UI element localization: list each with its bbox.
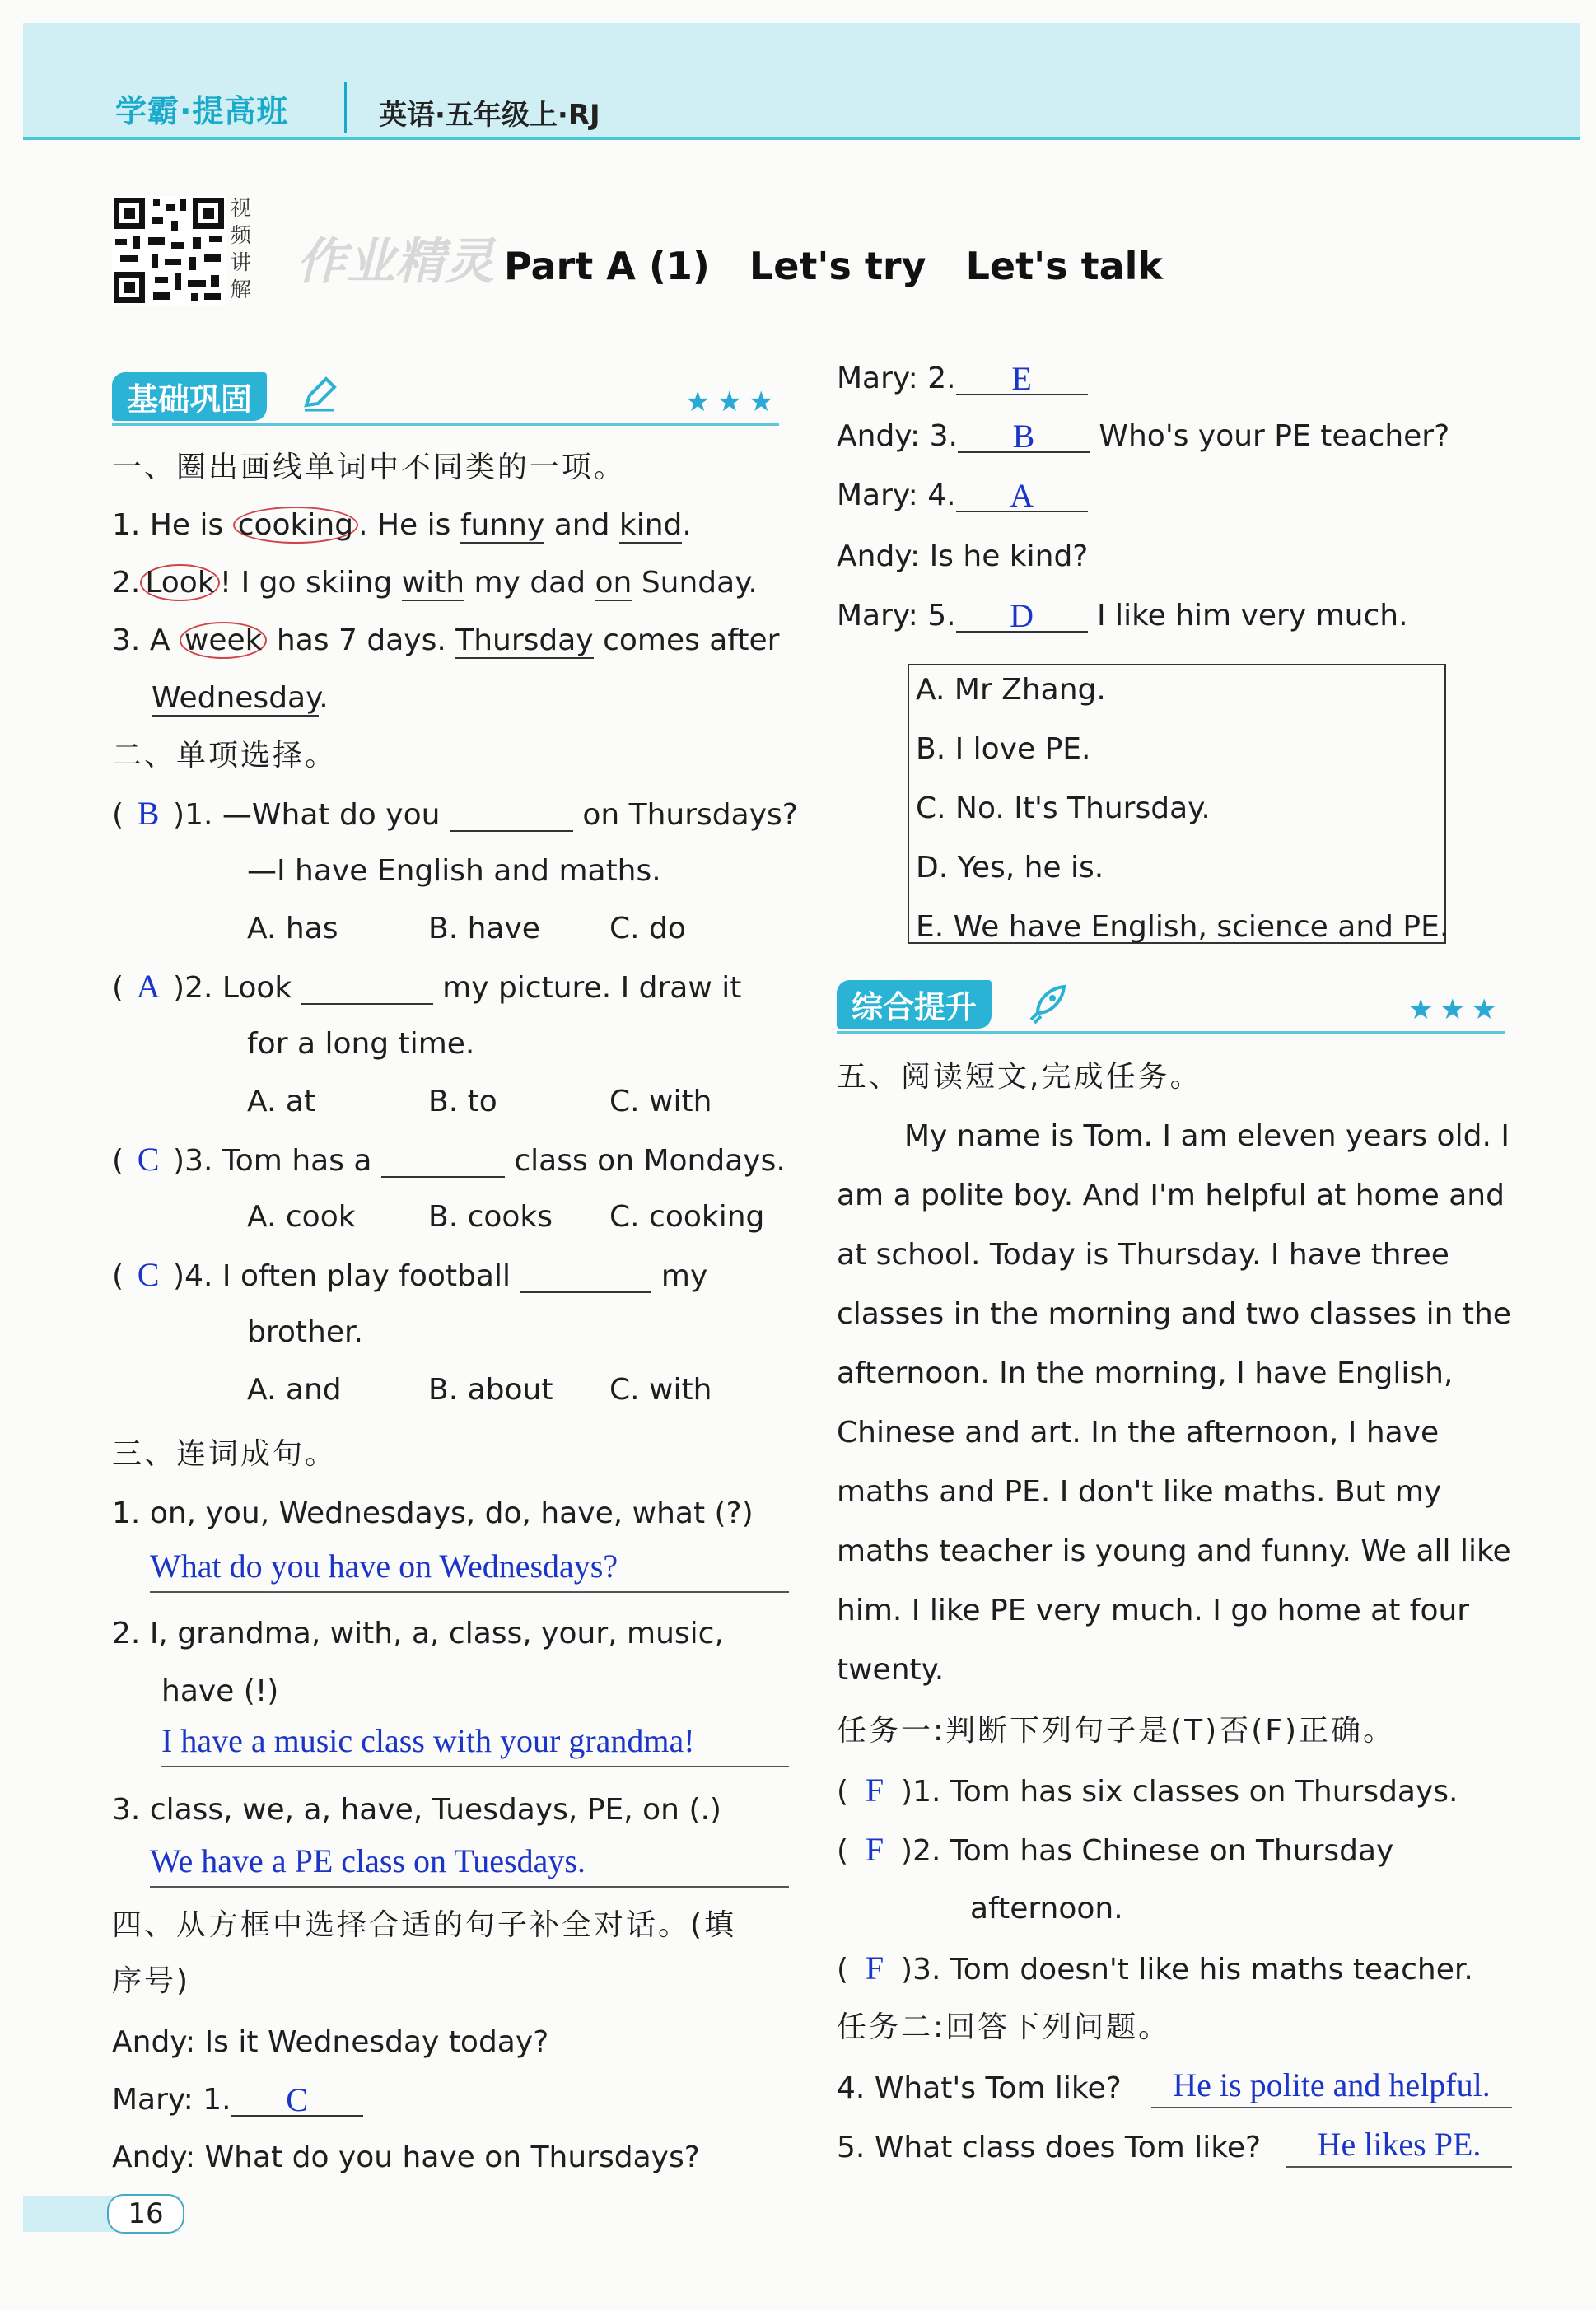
part4-heading-cont: 序号)	[112, 1964, 191, 1998]
option: B. have	[428, 912, 540, 945]
item-number: 3.	[112, 1793, 141, 1827]
word-list: class, we, a, have, Tuesdays, PE, on (.)	[149, 1793, 721, 1827]
item-number: 5.	[927, 599, 956, 633]
answer-question-5	[837, 2131, 1261, 2164]
part1-heading: 一、圈出画线单词中不同类的一项。	[112, 451, 627, 484]
watermark: 作业精灵	[296, 233, 494, 291]
tf-question-2: ( F )2. Tom has Chinese on Thursday	[837, 1831, 1394, 1868]
task1-heading: 任务一:判断下列句子是(T)否(F)正确。	[837, 1714, 1396, 1748]
mc-question-3: ( C )3. Tom has a class on Mondays.	[112, 1141, 786, 1178]
answer-blank[interactable]	[450, 799, 573, 832]
question-number: 5.	[837, 2131, 866, 2164]
page-number: 16	[107, 2194, 184, 2234]
text: Sunday.	[632, 566, 758, 600]
answer: F	[865, 1831, 884, 1868]
answer-question-4	[837, 2072, 1122, 2105]
answer-line-4[interactable]: He is polite and helpful.	[1151, 2066, 1512, 2108]
dialogue-line	[837, 540, 1088, 573]
dialogue-line	[112, 2026, 548, 2059]
reorder-item-2	[112, 1618, 724, 1650]
options-row	[247, 1200, 765, 1234]
text: A	[149, 623, 180, 657]
item-number: 4.	[927, 479, 956, 512]
pencil-icon	[301, 376, 338, 415]
speaker: Mary:	[837, 362, 918, 395]
answer-blank[interactable]: D	[956, 600, 1088, 633]
header-divider	[23, 137, 1580, 140]
item-number: 1.	[112, 508, 141, 542]
option: B. to	[428, 1085, 497, 1118]
answer: A	[136, 968, 161, 1005]
mc-question-4: ( C )4. I often play football my	[112, 1256, 708, 1293]
underlined-word: with	[401, 566, 465, 600]
speaker: Mary:	[837, 599, 918, 633]
option: C. with	[609, 1373, 712, 1407]
speaker: Andy:	[837, 539, 921, 573]
speaker: Andy:	[837, 419, 921, 453]
part4-heading: 四、从方框中选择合适的句子补全对话。(填	[112, 1908, 737, 1942]
circled-word: week	[180, 622, 268, 659]
question-number: )1.	[901, 1775, 941, 1809]
dialogue-line	[837, 420, 1449, 453]
answer-line-5[interactable]: He likes PE.	[1286, 2125, 1512, 2168]
text: and	[544, 508, 619, 542]
qr-label: 视频讲解	[231, 196, 252, 301]
passage-line: classes in the morning and two classes in the	[837, 1297, 1511, 1331]
word-list: on, you, Wednesdays, do, have, what (?)	[149, 1496, 754, 1530]
option: B. cooks	[428, 1200, 553, 1234]
part1-item-2	[112, 567, 758, 600]
question-text-line2: afternoon.	[970, 1892, 1123, 1926]
part1-item-3	[112, 624, 779, 657]
reorder-answer-2[interactable]: I have a music class with your grandma!	[161, 1721, 789, 1767]
item-number: 1.	[203, 2083, 231, 2117]
mc-question-2: ( A )2. Look my picture. I draw it	[112, 968, 742, 1005]
passage-line: maths and PE. I don't like maths. But my	[837, 1475, 1442, 1509]
text: .	[682, 508, 692, 542]
answer-blank[interactable]: E	[956, 362, 1088, 395]
box-option: A. Mr Zhang.	[916, 673, 1106, 707]
underlined-word: Wednesday	[152, 681, 320, 715]
item-number: 2.	[927, 362, 956, 395]
question-number: )4.	[173, 1259, 213, 1293]
question-number: )2.	[901, 1834, 941, 1868]
underlined-word: Thursday	[455, 623, 594, 657]
option: A. cook	[247, 1200, 356, 1234]
part5-heading: 五、阅读短文,完成任务。	[837, 1060, 1202, 1094]
passage-line: My name is Tom. I am eleven years old. I	[904, 1119, 1510, 1153]
question-number: )3.	[173, 1144, 213, 1178]
options-row	[247, 913, 758, 945]
dialogue-text: What do you have on Thursdays?	[204, 2141, 700, 2174]
question-number: )1.	[173, 798, 213, 832]
answer-blank[interactable]	[520, 1260, 651, 1293]
dialogue-line	[837, 597, 1408, 634]
underlined-word: funny	[460, 508, 545, 542]
answer: F	[865, 1772, 884, 1809]
question-text: my	[660, 1259, 708, 1293]
passage-line: at school. Today is Thursday. I have three	[837, 1238, 1449, 1272]
text: has 7 days.	[267, 623, 456, 657]
passage-line: afternoon. In the morning, I have English,	[837, 1356, 1454, 1390]
part1-item-1	[112, 509, 692, 542]
question-text: Look	[222, 971, 292, 1005]
part2-heading: 二、单项选择。	[112, 739, 338, 773]
question-text-line2: for a long time.	[247, 1027, 475, 1061]
question-text-line2: —I have English and maths.	[247, 854, 661, 888]
passage-line: him. I like PE very much. I go home at four	[837, 1594, 1470, 1627]
section-badge-basic: 基础巩固	[112, 372, 267, 421]
option: A. has	[247, 912, 338, 945]
dialogue-line	[112, 2141, 700, 2174]
reorder-answer-3[interactable]: We have a PE class on Tuesdays.	[150, 1842, 789, 1888]
answer: C	[137, 1141, 160, 1178]
question-text: Tom doesn't like his maths teacher.	[950, 1953, 1473, 1987]
option: A. and	[247, 1373, 342, 1407]
page-title: Part A (1) Let's try Let's talk	[504, 244, 1163, 288]
dialogue-line	[837, 362, 1088, 395]
speaker: Andy:	[112, 2141, 196, 2174]
dialogue-text: Who's your PE teacher?	[1099, 419, 1450, 453]
question-text: What class does Tom like?	[874, 2131, 1262, 2164]
dialogue-line	[112, 2081, 363, 2118]
qr-code-icon[interactable]	[112, 196, 226, 305]
tf-question-1: ( F )1. Tom has six classes on Thursdays.	[837, 1772, 1458, 1809]
circled-word: Look	[140, 564, 219, 601]
part3-heading: 三、连词成句。	[112, 1437, 338, 1471]
box-option: B. I love PE.	[916, 732, 1091, 766]
options-box	[908, 664, 1449, 944]
speaker: Mary:	[837, 479, 918, 512]
item-number: 3.	[112, 623, 141, 657]
answer-blank[interactable]: C	[231, 2084, 363, 2117]
text: . He is	[358, 508, 460, 542]
dialogue-text: I like him very much.	[1097, 599, 1408, 633]
passage-line: am a polite boy. And I'm helpful at home and	[837, 1179, 1505, 1212]
difficulty-stars-advanced: ★★★	[1408, 993, 1504, 1026]
brand-logo: 学霸·提高班	[115, 93, 289, 129]
question-number: 4.	[837, 2071, 866, 2105]
part1-item-3-cont	[152, 682, 329, 715]
passage-line: Chinese and art. In the afternoon, I have	[837, 1416, 1440, 1450]
text: .	[319, 681, 329, 715]
text: ! I go skiing	[219, 566, 402, 600]
reorder-answer-1[interactable]: What do you have on Wednesdays?	[150, 1547, 789, 1593]
speaker: Andy:	[112, 2025, 196, 2059]
answer-blank[interactable]: B	[958, 420, 1090, 453]
question-text: Tom has Chinese on Thursday	[950, 1834, 1394, 1868]
answer: F	[865, 1949, 884, 1987]
subject-label: 英语·五年级上·RJ	[379, 99, 600, 132]
option: C. with	[609, 1085, 712, 1118]
task2-heading: 任务二:回答下列问题。	[837, 2010, 1171, 2044]
section-divider	[112, 423, 779, 426]
brand-separator	[344, 82, 347, 133]
options-row	[247, 1085, 758, 1118]
item-number: 3.	[929, 419, 958, 453]
item-number: 2.	[112, 566, 141, 600]
question-text: on Thursdays?	[582, 798, 798, 832]
question-text: my picture. I draw it	[442, 971, 742, 1005]
option: B. about	[428, 1373, 553, 1407]
question-text: Tom has six classes on Thursdays.	[950, 1775, 1458, 1809]
box-option: C. No. It's Thursday.	[916, 791, 1211, 825]
box-option: D. Yes, he is.	[916, 851, 1104, 885]
option: C. cooking	[609, 1200, 765, 1234]
answer-blank[interactable]	[381, 1145, 505, 1178]
reorder-item-3	[112, 1794, 721, 1827]
answer-blank[interactable]	[301, 972, 433, 1005]
section-divider	[837, 1031, 1505, 1034]
item-number: 1.	[112, 1496, 141, 1530]
answer: C	[137, 1256, 160, 1293]
speaker: Mary:	[112, 2083, 194, 2117]
mc-question-1: ( B )1. —What do you on Thursdays?	[112, 795, 798, 832]
answer: B	[137, 795, 160, 832]
question-number: )2.	[173, 971, 213, 1005]
question-text: —What do you	[222, 798, 441, 832]
reorder-item-1	[112, 1497, 754, 1530]
passage-line: twenty.	[837, 1653, 945, 1687]
dialogue-line	[837, 479, 1088, 512]
text: my dad	[464, 566, 595, 600]
circled-word: cooking	[233, 507, 358, 544]
underlined-word: kind	[618, 508, 683, 542]
text: He is	[149, 508, 233, 542]
option: A. at	[247, 1085, 316, 1118]
text: comes after	[593, 623, 780, 657]
box-option: E. We have English, science and PE.	[916, 910, 1449, 944]
word-list: I, grandma, with, a, class, your, music,	[149, 1617, 724, 1650]
question-text: I often play football	[222, 1259, 511, 1293]
dialogue-text: Is he kind?	[929, 539, 1089, 573]
item-number: 2.	[112, 1617, 141, 1650]
tf-question-3: ( F )3. Tom doesn't like his maths teacher.	[837, 1949, 1473, 1987]
rocket-icon	[1026, 982, 1069, 1028]
question-text: What's Tom like?	[874, 2071, 1122, 2105]
options-row	[247, 1374, 758, 1407]
question-text-line2: brother.	[247, 1315, 363, 1349]
reorder-item-2-cont: have (!)	[161, 1674, 279, 1708]
dialogue-text: Is it Wednesday today?	[204, 2025, 549, 2059]
question-number: )3.	[901, 1953, 941, 1987]
option: C. do	[609, 912, 686, 945]
answer-blank[interactable]: A	[956, 479, 1088, 512]
underlined-word: on	[595, 566, 632, 600]
section-badge-advanced: 综合提升	[837, 980, 992, 1029]
question-text: class on Mondays.	[514, 1144, 786, 1178]
passage-line: maths teacher is young and funny. We all like	[837, 1534, 1511, 1568]
question-text: Tom has a	[222, 1144, 372, 1178]
difficulty-stars-basic: ★★★	[685, 385, 781, 418]
